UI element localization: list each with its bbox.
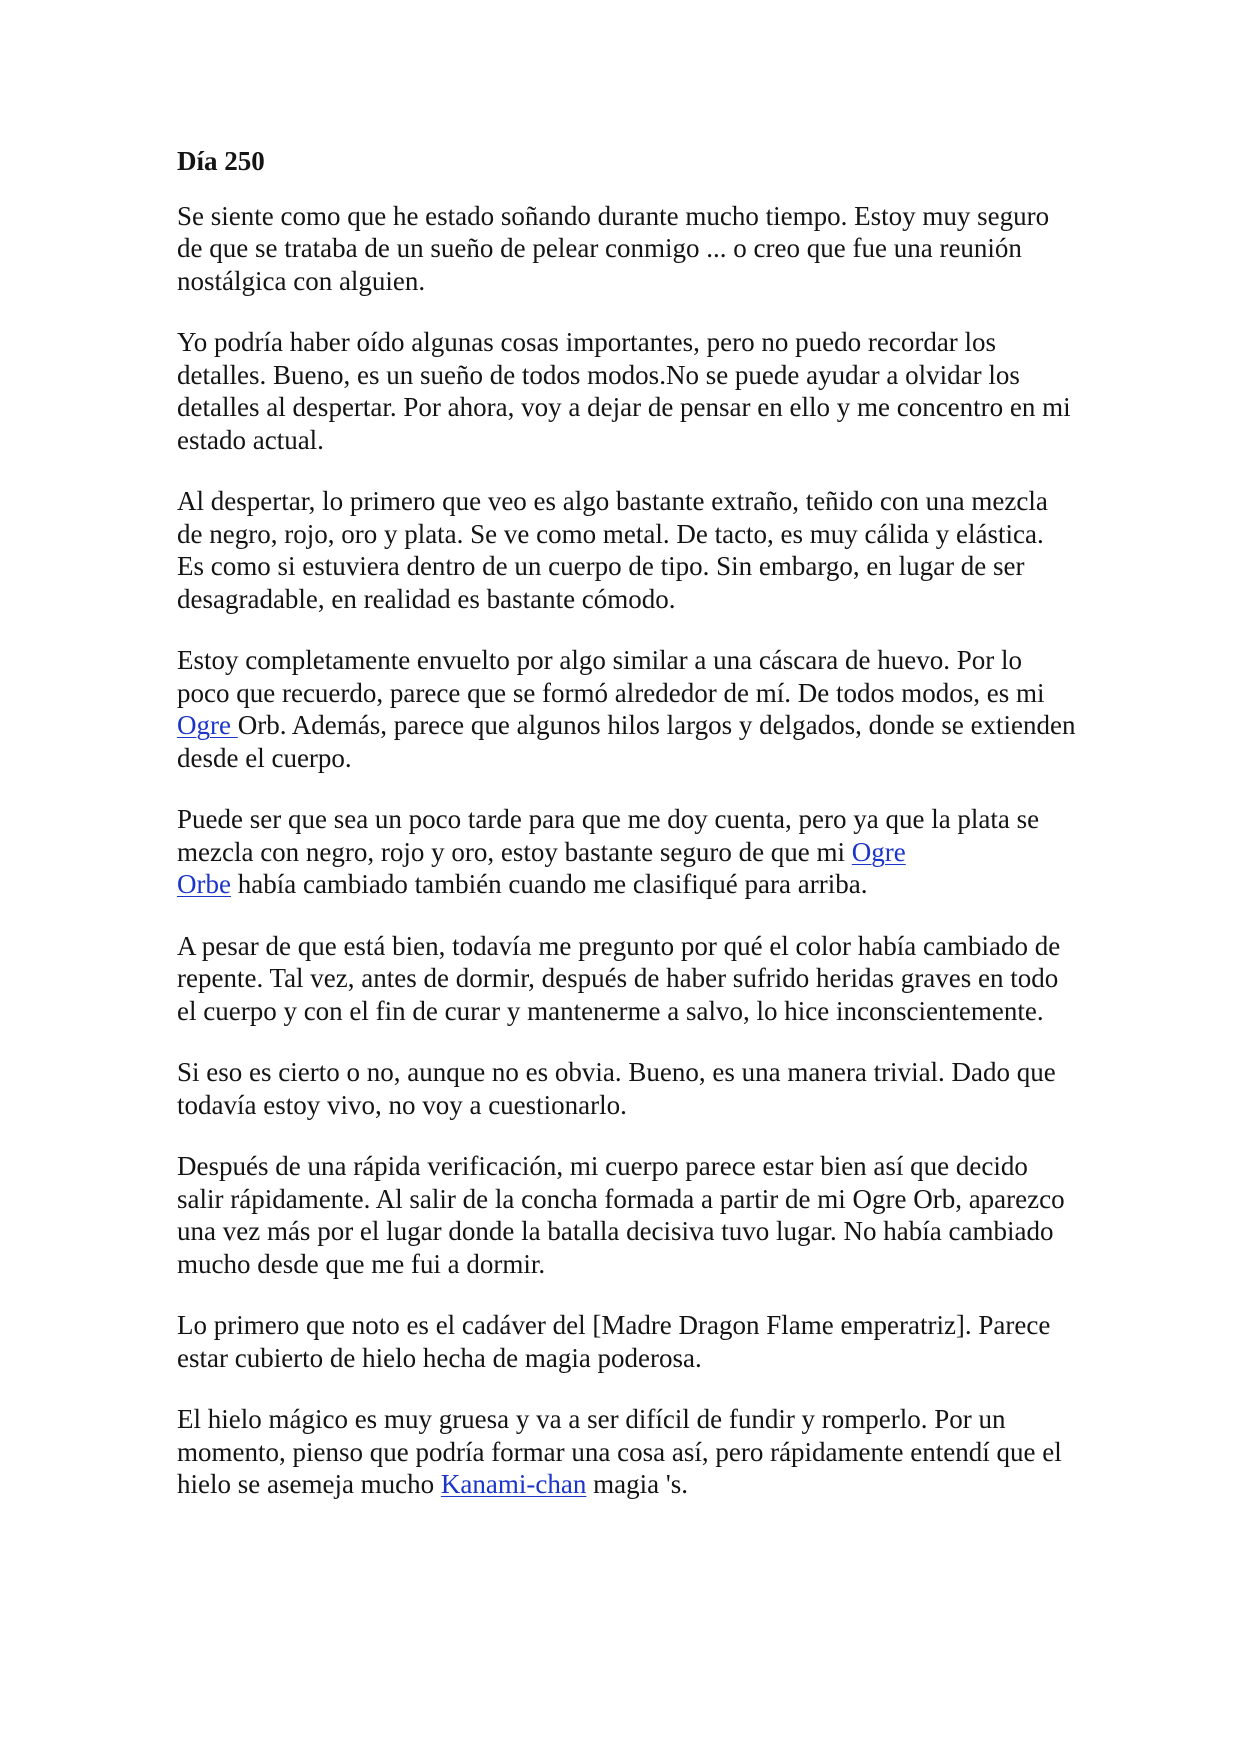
paragraph-10 bbox=[177, 1403, 1077, 1501]
document-page bbox=[177, 145, 1077, 1530]
paragraph-10-text-before: El hielo mágico es muy gruesa y va a ser difícil de fundir y romperlo. Por un momento, pienso que podría formar una cosa así, pero rápidamente entendí que el hielo se asemeja mucho bbox=[177, 1404, 1062, 1499]
paragraph-8: Después de una rápida verificación, mi cuerpo parece estar bien así que decido salir rápidamente. Al salir de la concha formada a partir de mi Ogre Orb, aparezco una vez más por el lugar donde la batalla decisiva tuvo lugar. No había cambiado mucho desde que me fui a dormir. bbox=[177, 1151, 1065, 1279]
paragraph-4 bbox=[177, 644, 1077, 774]
ogre-orbe-link-part-1[interactable]: Ogre bbox=[851, 836, 906, 867]
page-title: Día 250 bbox=[177, 146, 265, 176]
paragraph-4-text-after: Orb. Además, parece que algunos hilos largos y delgados, donde se extienden desde el cuerpo. bbox=[177, 710, 1076, 773]
paragraph-6: A pesar de que está bien, todavía me pregunto por qué el color había cambiado de repente. Tal vez, antes de dormir, después de haber sufrido heridas graves en todo el cuerpo y con el fin de curar y mantenerme a salvo, lo hice inconscientemente. bbox=[177, 930, 1061, 1026]
kanami-chan-link[interactable]: Kanami-chan bbox=[440, 1469, 587, 1499]
ogre-orbe-link-part-2[interactable]: Orbe bbox=[177, 869, 231, 899]
paragraph-1: Se siente como que he estado soñando durante mucho tiempo. Estoy muy seguro de que se trataba de un sueño de pelear conmigo ... o creo que fue una reunión nostálgica con alguien. bbox=[177, 200, 1050, 296]
paragraph-5 bbox=[177, 803, 1077, 901]
paragraph-4-text-before: Estoy completamente envuelto por algo similar a una cáscara de huevo. Por lo poco que recuerdo, parece que se formó alrededor de mí. De todos modos, es mi bbox=[177, 645, 1045, 708]
ogre-link[interactable]: Ogre bbox=[177, 710, 238, 740]
paragraph-10-text-after: magia 's. bbox=[586, 1469, 688, 1499]
paragraph-2: Yo podría haber oído algunas cosas importantes, pero no puedo recordar los detalles. Bueno, es un sueño de todos modos.No se puede ayudar a olvidar los detalles al despertar. Por ahora, voy a dejar de pensar en ello y me concentro en mi estado actual. bbox=[177, 327, 1071, 455]
paragraph-3: Al despertar, lo primero que veo es algo bastante extraño, teñido con una mezcla de negro, rojo, oro y plata. Se ve como metal. De tacto, es muy cálida y elástica. Es como si estuviera dentro de un cuerpo de tipo. Sin embargo, en lugar de ser desagradable, en realidad es bastante cómodo. bbox=[177, 486, 1048, 614]
paragraph-7: Si eso es cierto o no, aunque no es obvia. Bueno, es una manera trivial. Dado que todavía estoy vivo, no voy a cuestionarlo. bbox=[177, 1057, 1056, 1120]
paragraph-5-text-after: había cambiado también cuando me clasifiqué para arriba. bbox=[230, 869, 868, 899]
paragraph-9: Lo primero que noto es el cadáver del [Madre Dragon Flame emperatriz]. Parece estar cubierto de hielo hecha de magia poderosa. bbox=[177, 1310, 1051, 1373]
paragraph-5-text-before: Puede ser que sea un poco tarde para que me doy cuenta, pero ya que la plata se mezcla con negro, rojo y oro, estoy bastante seguro de que mi bbox=[177, 804, 1040, 867]
